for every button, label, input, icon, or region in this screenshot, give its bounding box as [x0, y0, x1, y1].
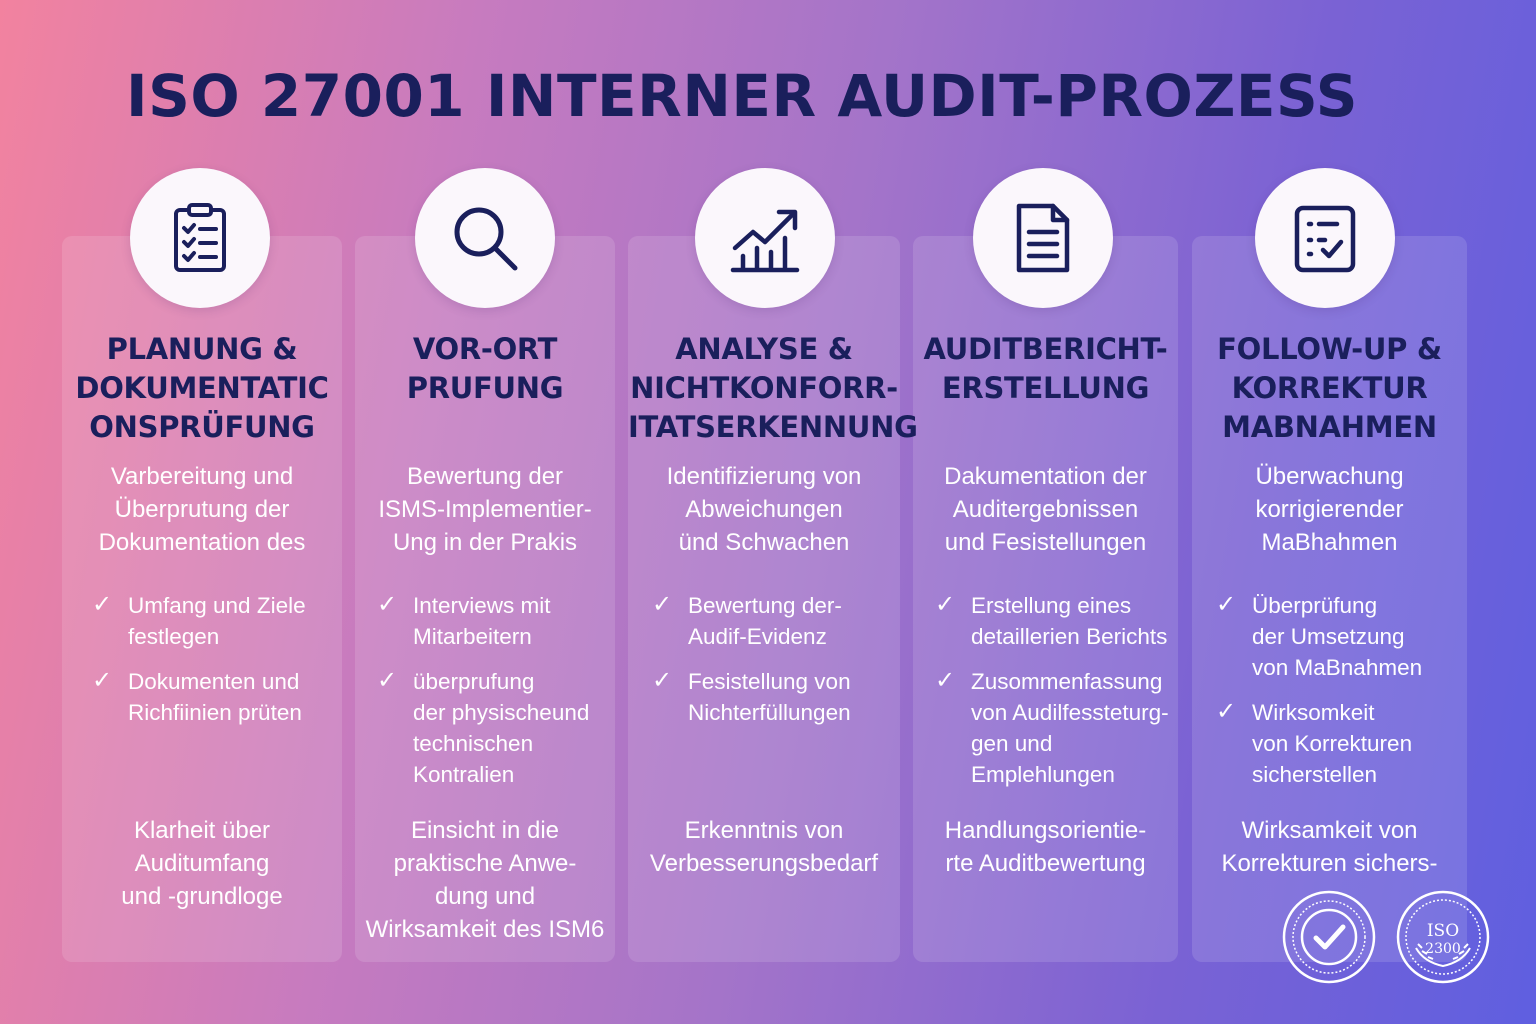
list-item: ✓ Überprüfung der Umsetzung von MaBnahmen: [1216, 590, 1459, 683]
step-bullet-list: [935, 590, 1170, 804]
check-icon: ✓: [935, 667, 956, 694]
step-bullet-list: [1216, 590, 1459, 804]
step-column-3: [628, 0, 918, 1024]
step-column-4: [913, 0, 1178, 1024]
step-outcome: Erkenntnis von Verbesserungsbedarf: [649, 817, 879, 877]
iso-seal-icon: [1396, 890, 1490, 984]
step-bullet-list: [92, 590, 334, 742]
step-outcome: Klarheit über Auditumfang und -grundloge: [121, 817, 283, 910]
check-icon: ✓: [652, 667, 673, 694]
step-description: Bewertung der ISMS-Implementier- Ung in der Prakis: [378, 463, 592, 556]
check-icon: ✓: [935, 591, 956, 618]
list-item: ✓ Erstellung eines detaillerien Berichts: [935, 590, 1170, 652]
step-description: Überwachung korrigierender MaBhahmen: [1255, 463, 1404, 556]
check-icon: ✓: [92, 591, 113, 618]
check-icon: ✓: [377, 591, 398, 618]
step-column-1: [62, 0, 342, 1024]
step-heading: VOR-ORT PRUFUNG: [406, 332, 564, 405]
step-outcome: Wirksamkeit von Korrekturen sichers-: [1221, 817, 1438, 877]
step-description: Varbereitung und Überprutung der Dokumentation des: [98, 463, 306, 556]
list-item: ✓ Fesistellung von Nichterfüllungen: [652, 666, 892, 728]
list-item: ✓ Dokumenten und Richfiinien prüten: [92, 666, 334, 728]
list-item: ✓ Umfang und Ziele festlegen: [92, 590, 334, 652]
list-item: ✓ Bewertung der- Audif-Evidenz: [652, 590, 892, 652]
step-column-5: [1192, 0, 1467, 1024]
step-bullet-list: [652, 590, 892, 742]
step-outcome: Einsicht in die praktische Anwe- dung und Wirksamkeit des ISM6: [365, 817, 605, 943]
step-bullet-list: [377, 590, 607, 804]
check-icon: ✓: [377, 667, 398, 694]
list-item: ✓ überprufung der physischeund technischen Kontralien: [377, 666, 607, 790]
step-description: Dakumentation der Auditergebnissen und Fesistellungen: [944, 463, 1147, 556]
step-heading: FOLLOW-UP & KORREKTUR MABNAHMEN: [1217, 332, 1442, 444]
step-heading: AUDITBERICHT- ERSTELLUNG: [923, 332, 1168, 405]
step-description: Identifizierung von Abweichungen ünd Schwachen: [666, 463, 862, 556]
check-icon: ✓: [92, 667, 113, 694]
list-item: ✓ Zusommenfassung von Audilfessteturg- gen und Emplehlungen: [935, 666, 1170, 790]
step-heading: ANALYSE & NICHTKONFORR- ITATSERKENNUNG: [628, 332, 918, 444]
seal-label-top: ISO: [1426, 921, 1460, 941]
step-column-2: [355, 0, 615, 1024]
certified-check-seal-icon: [1282, 890, 1376, 984]
seal-label-bottom: 2300: [1425, 941, 1461, 957]
list-item: ✓ Wirksomkeit von Korrekturen sicherstellen: [1216, 697, 1459, 790]
check-icon: ✓: [652, 591, 673, 618]
step-heading: PLANUNG & DOKUMENTATIC ONSPRÜFUNG: [75, 332, 329, 444]
step-outcome: Handlungsorientie- rte Auditbewertung: [944, 817, 1147, 877]
page-title: ISO 27001 INTERNER AUDIT-PROZESS: [126, 62, 1358, 130]
check-icon: ✓: [1216, 698, 1237, 725]
check-icon: ✓: [1216, 591, 1237, 618]
list-item: ✓ Interviews mit Mitarbeitern: [377, 590, 607, 652]
